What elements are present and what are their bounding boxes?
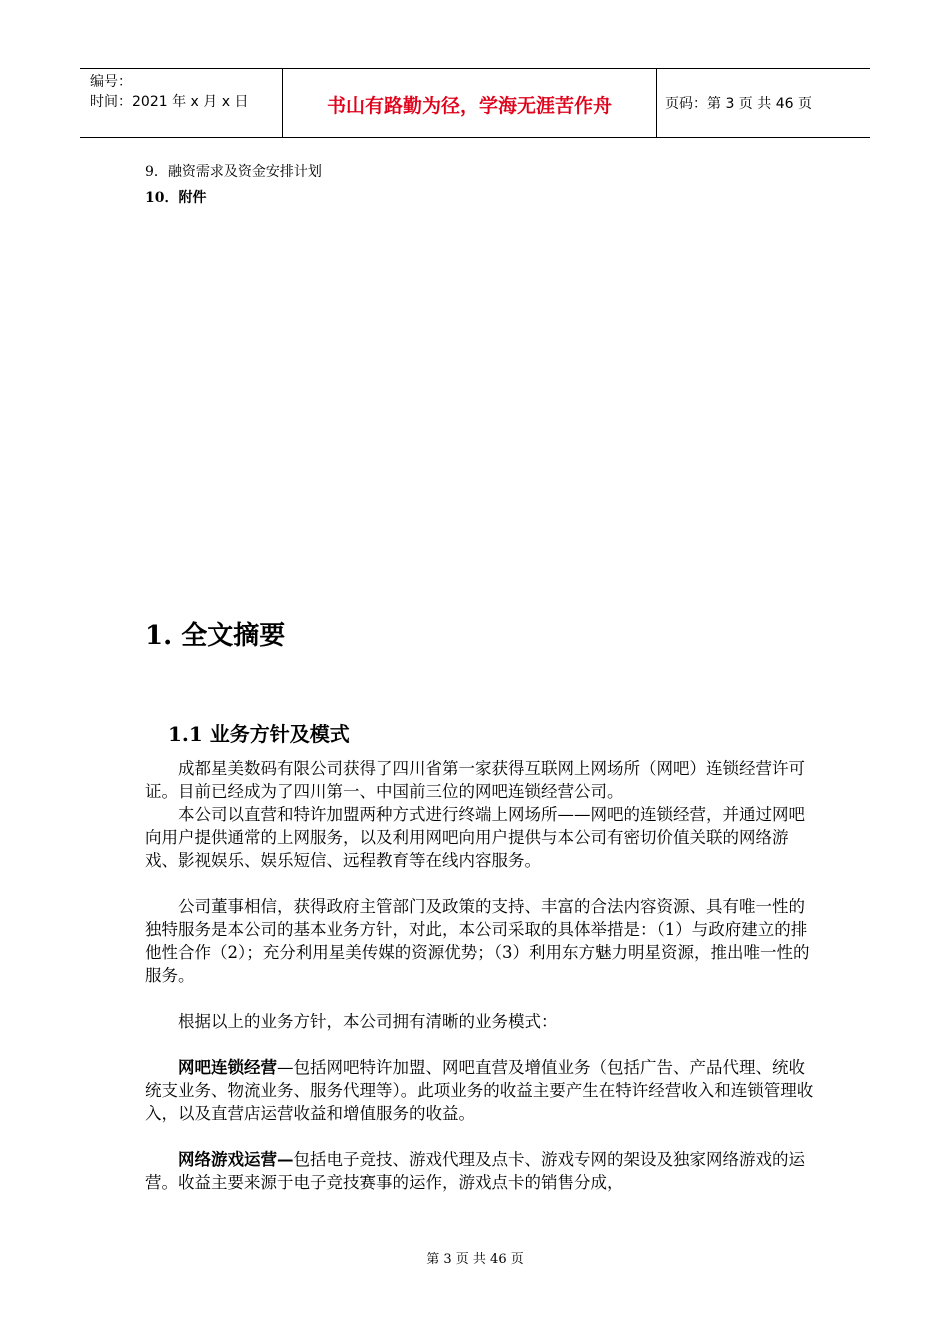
toc-item-10: 10．附件	[145, 190, 207, 206]
doc-number-label: 编号：	[90, 74, 132, 90]
paragraph: 根据以上的业务方针，本公司拥有清晰的业务模式：	[178, 1012, 558, 1031]
page-header	[80, 68, 870, 138]
paragraph: 成都星美数码有限公司获得了四川省第一家获得互联网上网场所（网吧）连锁经营许可证。目前已经成为了四川第一、中国前三位的网吧连锁经营公司。	[145, 759, 805, 801]
paragraph-text: 包括电子竞技、游戏代理及点卡、游戏专网的架设及独家网络游戏的运营。收益主要来源于电子竞技赛事的运作，游戏点卡的销售分成，	[145, 1150, 805, 1192]
header-motto: 书山有路勤为径，学海无涯苦作舟	[326, 95, 612, 117]
paragraph	[145, 1148, 815, 1194]
toc-item-9: 9．融资需求及资金安排计划	[145, 164, 322, 180]
section-title: 1. 全文摘要	[145, 621, 286, 651]
term-bold: 网吧连锁经营	[178, 1058, 277, 1077]
doc-time-label: 时间：2021 年 x 月 x 日	[90, 94, 249, 110]
page-footer: 第 3 页 共 46 页	[426, 1252, 524, 1267]
header-meta	[90, 72, 248, 112]
paragraph: 本公司以直营和特许加盟两种方式进行终端上网场所——网吧的连锁经营，并通过网吧向用户提供通常的上网服务，以及利用网吧向用户提供与本公司有密切价值关联的网络游戏、影视娱乐、娱乐短信、远程教育等在线内容服务。	[145, 805, 805, 870]
paragraph: 公司董事相信，获得政府主管部门及政策的支持、丰富的合法内容资源、具有唯一性的独特服务是本公司的基本业务方针，对此，本公司采取的具体举措是：（1）与政府建立的排他性合作（2）；充分利用星美传媒的资源优势；（3）利用东方魅力明星资源，推出唯一性的服务。	[145, 897, 810, 985]
header-page-info: 页码：第 3 页 共 46 页	[665, 96, 812, 112]
paragraph-text: —包括网吧特许加盟、网吧直营及增值业务（包括广告、产品代理、统收统支业务、物流业务、服务代理等）。此项业务的收益主要产生在特许经营收入和连锁管理收入，以及直营店运营收益和增值服务的收益。	[145, 1058, 814, 1123]
subsection-title: 1.1 业务方针及模式	[168, 722, 350, 746]
section-body	[145, 757, 815, 1194]
paragraph	[145, 1056, 815, 1125]
term-bold: 网络游戏运营—	[178, 1150, 294, 1169]
